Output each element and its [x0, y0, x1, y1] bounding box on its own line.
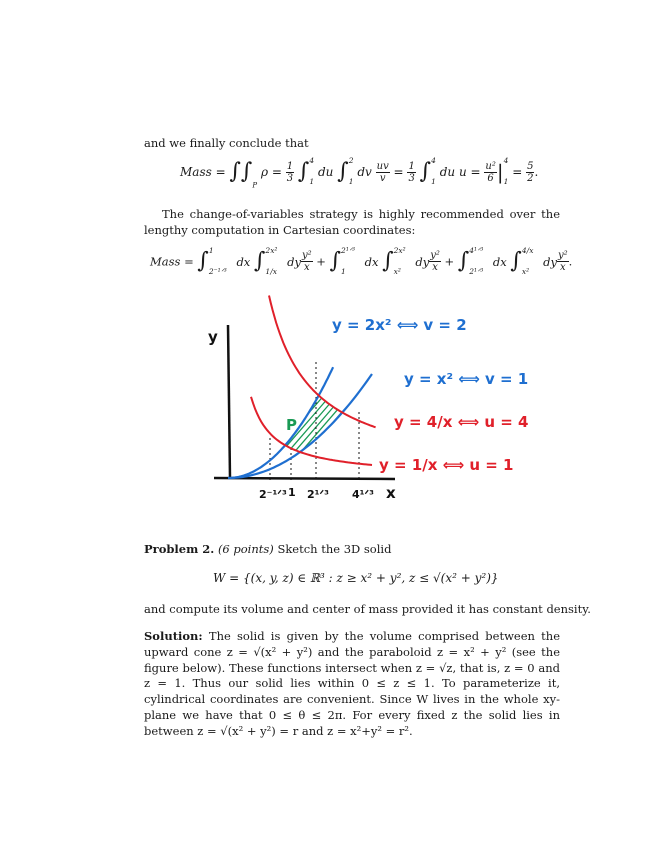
integral-u-limits: 4 1	[309, 156, 315, 186]
integral-3: ∫	[329, 248, 342, 274]
duu-term: du u =	[439, 165, 481, 179]
mass-lhs: Mass =	[180, 165, 226, 179]
x-tick-4: 4¹ᐟ³	[352, 488, 374, 501]
cart-period: .	[568, 254, 573, 269]
integral-2-limits: 2x² 1/x	[265, 245, 278, 276]
curve-y-2x2	[228, 367, 333, 478]
x-axis-label: x	[386, 484, 396, 502]
integral-3-limits: 2¹ᐟ³ 1	[341, 245, 356, 276]
solution-paragraph	[144, 629, 560, 740]
problem2-text: Sketch the 3D solid	[277, 542, 392, 556]
double-integral-symbol: ∫∫	[229, 159, 253, 184]
label-u1: y = 1/x ⟺ u = 1	[379, 456, 514, 474]
label-u4: y = 4/x ⟺ u = 4	[394, 413, 529, 431]
x-tick-3: 2¹ᐟ³	[307, 488, 329, 501]
solution-text: The solid is given by the volume comprised between the upward cone z = √(x² + y²) and the paraboloid z = x² + y² (see the figure below). These functions intersect when z = √z, that is, z = 0 and z = 1. Thus our solid lies within 0 ≤ z ≤ 1. To parameterize it, cylindrical coordinates are convenient. Since W lives in the whole xy-plane we have that 0 ≤ θ ≤ 2π. For every fixed z the solid lies in between z = √(x² + y²) = r and z = x²+y² = r².	[144, 629, 560, 738]
rho-term: ρ =	[260, 165, 282, 179]
integral-1: ∫	[197, 248, 209, 274]
integral-4-limits: 2x² x²	[393, 245, 406, 276]
dy-1: dy	[287, 254, 301, 269]
problem2-line	[144, 542, 391, 557]
u2-over-6-frac: $\frac{\text{u²}}{6}$	[485, 160, 496, 184]
one-third-frac: $\frac{1}{3}$	[286, 160, 294, 184]
dx-3: dx	[492, 254, 507, 269]
problem2-heading: Problem 2.	[144, 542, 215, 556]
integral-6: ∫	[510, 248, 522, 274]
du-term: du	[318, 165, 334, 179]
cov-paragraph: The change-of-variables strategy is highly recommended over the lengthy computation in Cartesian coordinates:	[144, 207, 560, 237]
integral-v-limits: 2 1	[348, 156, 354, 186]
dx-1: dx	[236, 254, 251, 269]
integral-1-limits: 1 2⁻¹ᐟ³	[208, 245, 227, 276]
evaluation-limits: 4 1	[503, 156, 509, 186]
period: .	[534, 165, 539, 179]
y2-over-x-1: $\frac{\text{y²}}{x}$	[301, 250, 312, 273]
region-p-subscript: P	[252, 181, 258, 190]
cart-lhs: Mass =	[150, 254, 194, 269]
integral-u2-limits: 4 1	[431, 156, 436, 186]
intro-line: and we finally conclude that	[144, 136, 309, 150]
label-v2: y = 2x² ⟺ v = 2	[332, 316, 467, 334]
integral-5-limits: 4¹ᐟ³ 2¹ᐟ³	[469, 245, 484, 276]
w-set-equation: W = {(x, y, z) ∈ ℝ³ : z ≥ x² + y², z ≤ √(x² + y²)}	[213, 571, 499, 585]
uv-frac: $\frac{uv}{v}$	[376, 160, 389, 184]
integral-5: ∫	[457, 248, 470, 274]
integral-2: ∫	[253, 248, 266, 274]
equals-sign: =	[393, 165, 404, 179]
y-axis-label: y	[208, 328, 218, 346]
plus-1: +	[316, 254, 326, 269]
one-third-frac-2: $\frac{1}{3}$	[408, 160, 415, 184]
result-frac: $\frac{5}{2}$	[527, 160, 534, 184]
integral-6-limits: 4/x x²	[521, 245, 534, 276]
compute-line: and compute its volume and center of mass provided it has constant density.	[144, 602, 591, 616]
dx-2: dx	[364, 254, 379, 269]
mass-equation: Mass = $\int\int_P$ ρ = $\frac{1}{3}$ ∫ 4 1 du ∫ 2 1 dv $\frac{uv}{v}$ = $\frac{1}{3}$ ∫ 4 1 du u = $\frac{\text{u²}}{6}$ | 4 1 = $\frac{5}{2}$ .	[180, 156, 539, 190]
integral-u-symbol: ∫	[297, 159, 310, 184]
dv-term: dv	[357, 165, 372, 179]
y-axis	[228, 325, 230, 478]
y2-over-x-3: $\frac{\text{y²}}{x}$	[557, 250, 568, 273]
integral-v-symbol: ∫	[337, 159, 349, 184]
dy-3: dy	[543, 254, 557, 269]
dy-2: dy	[415, 254, 430, 269]
x-tick-1: 2⁻¹ᐟ³	[259, 488, 287, 501]
integral-u2-symbol: ∫	[419, 159, 432, 184]
integral-4: ∫	[382, 248, 394, 274]
problem2-points: (6 points)	[217, 542, 274, 556]
region-p-label: P	[286, 416, 297, 434]
solution-heading: Solution:	[144, 629, 203, 643]
label-v1: y = x² ⟺ v = 1	[404, 370, 529, 388]
y2-over-x-2: $\frac{\text{y²}}{x}$	[430, 250, 440, 273]
x-tick-2: 1	[288, 486, 296, 499]
plus-2: +	[444, 254, 455, 269]
equals-sign-2: =	[512, 165, 523, 179]
